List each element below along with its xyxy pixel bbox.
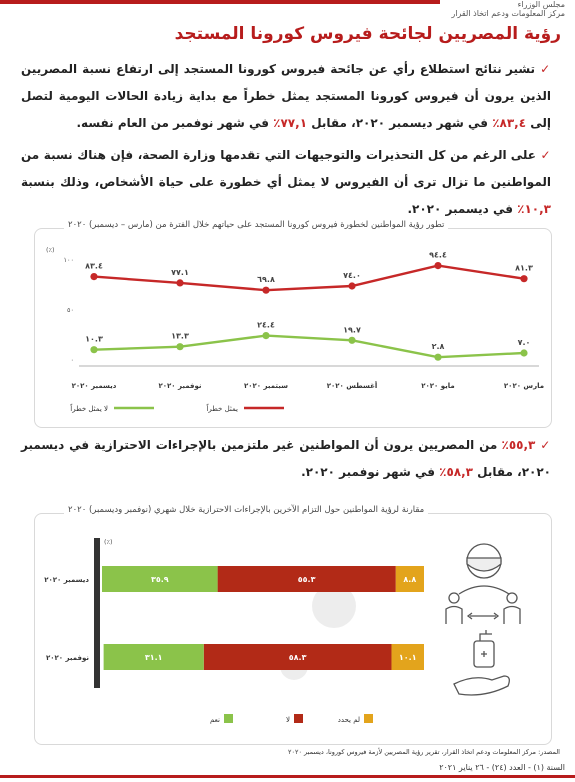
data-label: ٨٣.٤ (85, 261, 103, 271)
data-point (90, 346, 97, 353)
data-point (520, 349, 527, 356)
x-tick-label: أغسطس ٢٠٢٠ (326, 382, 378, 390)
data-label: ٣١.١ (144, 653, 163, 662)
data-point (348, 282, 355, 289)
bar-chart (34, 516, 550, 740)
series-line (94, 336, 524, 358)
paragraph-2: ✓ على الرغم من كل التحذيرات والتوجيهات التي تقدمها وزارة الصحة، فإن هناك نسبة من المواطنين ما تزال ترى أن الفيروس لا يمثل أي خطورة على حياة الأشخاص، وذلك بنسبة ١٠,٣٪ في ديسمبر ٢٠٢٠. (21, 148, 551, 216)
footer-bar (0, 775, 575, 778)
line-chart (34, 232, 550, 424)
check-icon: ✓ (540, 62, 552, 76)
y-tick-label: ٠ (70, 356, 74, 364)
source-note: المصدر: مركز المعلومات ودعم اتخاذ القرار، تقرير رؤية المصريين لأزمة فيروس كورونا، ديسمبر ٢٠٢٠ (287, 748, 560, 756)
x-tick-label: مارس ٢٠٢٠ (503, 382, 545, 390)
x-tick-label: ديسمبر ٢٠٢٠ (71, 382, 117, 390)
data-label: ٥٨.٣ (288, 653, 307, 662)
legend-label: نعم (210, 716, 220, 724)
y-unit-label: (٪) (46, 246, 55, 254)
data-point (176, 279, 183, 286)
chart1-title: تطور رؤية المواطنين لخطورة فيروس كورونا المستجد على حياتهم خلال الفترة من (مارس – ديسمبر) ٢٠٢٠ (64, 220, 448, 230)
mask-person-icon (459, 544, 509, 594)
data-point (262, 287, 269, 294)
org-subtitle: مركز المعلومات ودعم اتخاذ القرار (451, 9, 565, 18)
data-point (434, 354, 441, 361)
series-line (94, 266, 524, 291)
axis-bar (94, 538, 100, 688)
data-label: ١٠.٣ (85, 334, 103, 344)
data-point (90, 273, 97, 280)
paragraph-1: ✓ تشير نتائج استطلاع رأي عن جائحة فيروس كورونا المستجد إلى ارتفاع نسبة المصريين الذين يرون أن فيروس كورونا المستجد يمثل خطراً مع بداية زيادة الحالات اليومية لتصل إلى ٨٣,٤٪ في شهر ديسمبر ٢٠٢٠، مقابل ٧٧,١٪ في شهر نوفمبر من العام نفسه. (21, 62, 552, 130)
legend-label: لا يمثل خطراً (70, 405, 108, 413)
org-name: مجلس الوزراء (517, 0, 565, 9)
data-label: ٥٥.٣ (297, 575, 316, 584)
category-label: نوفمبر ٢٠٢٠ (45, 654, 89, 662)
legend-swatch (294, 714, 303, 723)
data-label: ٧٧.١ (171, 267, 189, 277)
legend-label: يمثل خطراً (206, 405, 238, 413)
data-label: ٨.٨ (403, 575, 417, 584)
x-tick-label: مايو ٢٠٢٠ (421, 382, 455, 390)
data-point (262, 332, 269, 339)
y-tick-label: ٥٠ (67, 306, 74, 314)
y-tick-label: ١٠٠ (63, 256, 74, 264)
x-tick-label: سبتمبر ٢٠٢٠ (243, 382, 289, 390)
check-icon: ✓ (540, 148, 551, 162)
data-label: ٧٤.٠ (343, 271, 361, 280)
category-label: ديسمبر ٢٠٢٠ (44, 576, 89, 584)
legend-label: لا (286, 716, 290, 724)
data-label: ١٠.١ (398, 653, 417, 662)
social-distance-icon (446, 593, 520, 624)
data-point (348, 337, 355, 344)
legend-label: لم يحدد (337, 716, 360, 724)
paragraph-3: ✓ ٥٥,٣٪ من المصريين يرون أن المواطنين غير ملتزمين بالإجراءات الاحترازية في ديسمبر ٢٠٢٠، مقابل ٥٨,٣٪ في شهر نوفمبر ٢٠٢٠. (21, 438, 551, 479)
data-label: ٢.٨ (431, 342, 445, 352)
data-label: ٨١.٣ (515, 263, 533, 273)
check-icon: ✓ (540, 438, 551, 452)
header-bar (0, 0, 440, 4)
legend-swatch (224, 714, 233, 723)
data-label: ٣٥.٩ (150, 575, 169, 584)
data-label: ٩٤.٤ (429, 250, 447, 260)
page-title: رؤية المصريين لجائحة فيروس كورونا المستجد (174, 24, 561, 44)
data-point (434, 262, 441, 269)
legend-swatch (364, 714, 373, 723)
unit-label: (٪) (104, 538, 113, 546)
issue-info: السنة (١) - العدد (٢٤) - ٢٦ يناير ٢٠٢١ (439, 763, 565, 772)
data-label: ١٩.٧ (343, 325, 361, 335)
hand-sanitizer-icon (454, 630, 509, 695)
chart2-title: مقارنة لرؤية المواطنين حول التزام الآخرين بالإجراءات الاحترازية خلال شهري (نوفمبر وديسمبر) ٢٠٢٠ (64, 505, 428, 515)
data-label: ١٣.٣ (171, 331, 189, 341)
data-point (520, 275, 527, 282)
data-label: ٦٩.٨ (257, 275, 275, 285)
data-label: ٢٤.٤ (257, 320, 275, 330)
x-tick-label: نوفمبر ٢٠٢٠ (158, 382, 202, 390)
data-point (176, 343, 183, 350)
data-label: ٧.٠ (517, 338, 531, 347)
